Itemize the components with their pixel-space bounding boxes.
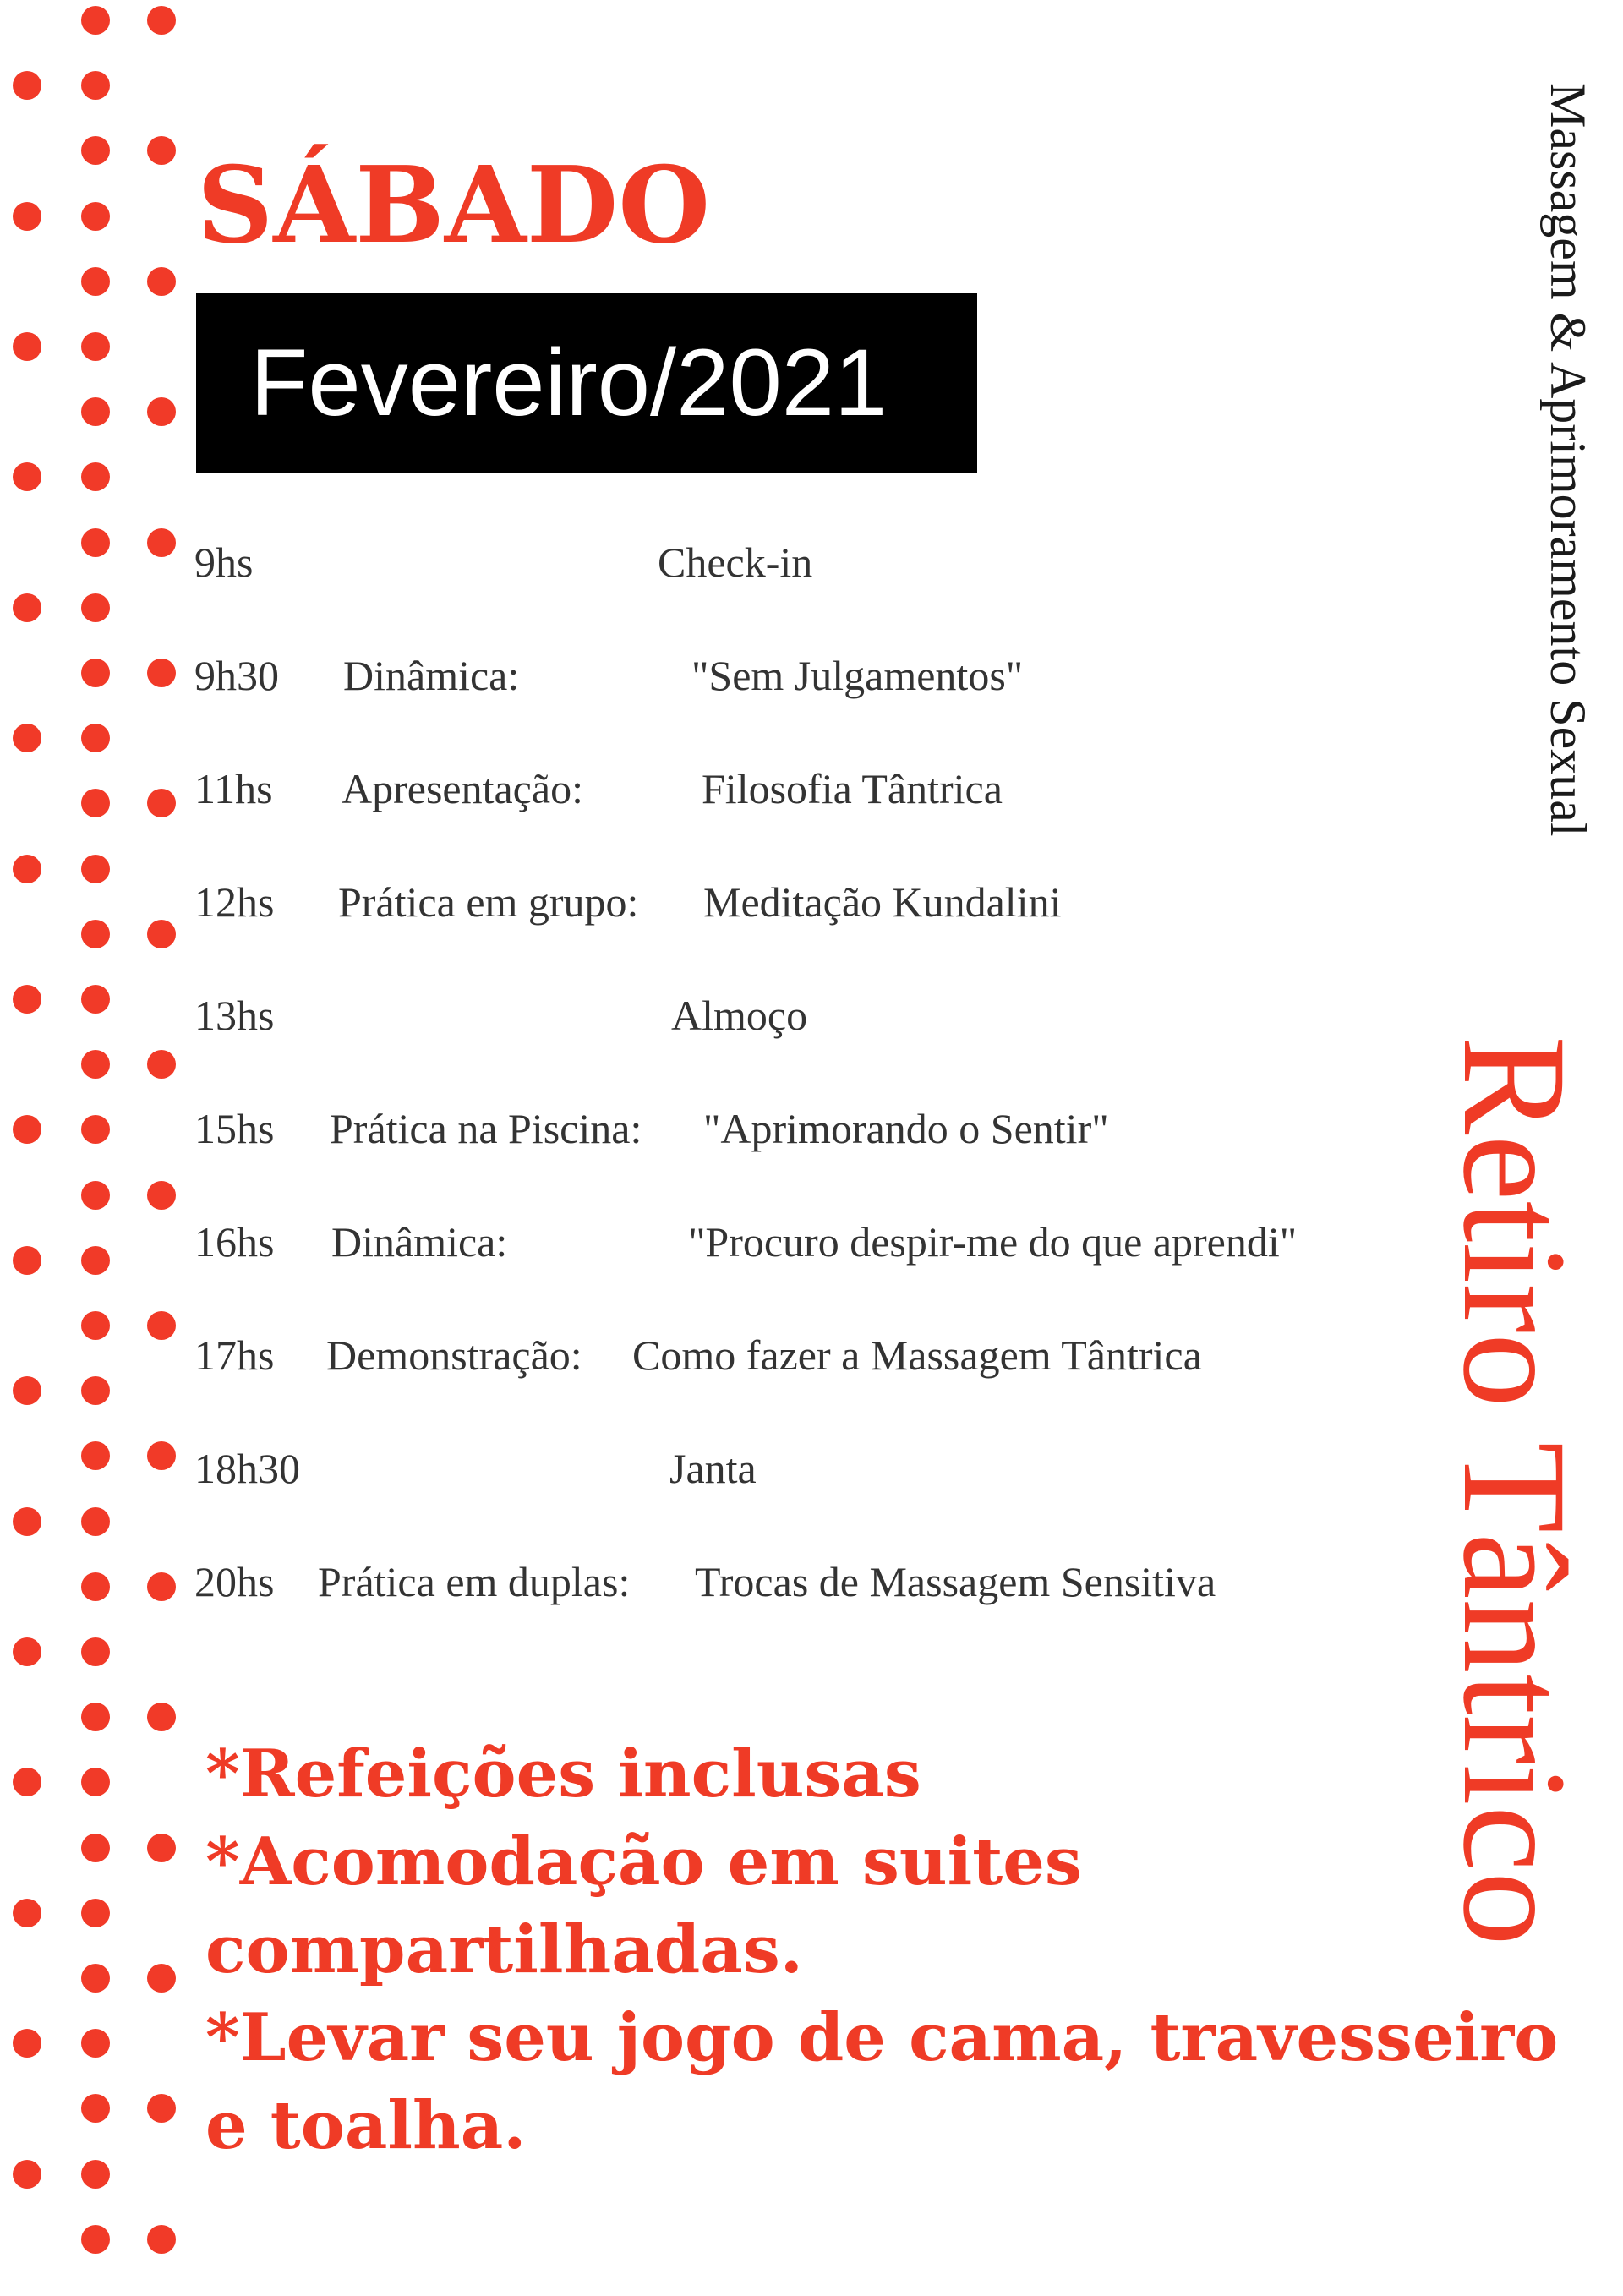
schedule-topic: Check-in bbox=[658, 538, 813, 586]
schedule-topic: "Sem Julgamentos" bbox=[691, 652, 1024, 699]
schedule-time: 12hs bbox=[194, 878, 275, 926]
schedule-time: 16hs bbox=[194, 1218, 275, 1266]
side-subtitle: Massagem & Aprimoramento Sexual bbox=[1540, 83, 1596, 837]
schedule-activity: Demonstração: bbox=[326, 1331, 582, 1379]
note-line: *Acomodação em suites bbox=[205, 1823, 1082, 1900]
schedule-activity: Prática na Piscina: bbox=[330, 1105, 642, 1152]
schedule-topic: Janta bbox=[669, 1445, 757, 1492]
note-line: *Refeições inclusas bbox=[205, 1736, 921, 1812]
note-line: e toalha. bbox=[205, 2087, 527, 2164]
schedule-time: 18h30 bbox=[194, 1445, 300, 1492]
schedule-activity: Prática em grupo: bbox=[338, 878, 639, 926]
schedule-activity: Apresentação: bbox=[342, 765, 583, 812]
note-line: compartilhadas. bbox=[205, 1911, 803, 1988]
schedule-topic: Filosofia Tântrica bbox=[702, 765, 1003, 812]
schedule-time: 9hs bbox=[194, 538, 254, 586]
schedule-activity: Prática em duplas: bbox=[318, 1558, 631, 1605]
schedule-activity: Dinâmica: bbox=[331, 1218, 508, 1266]
schedule-activity: Dinâmica: bbox=[343, 652, 520, 699]
schedule-time: 15hs bbox=[194, 1105, 275, 1152]
notes-block bbox=[205, 1730, 1559, 2170]
schedule-time: 11hs bbox=[194, 765, 273, 812]
schedule-time: 9h30 bbox=[194, 652, 279, 699]
schedule-time: 17hs bbox=[194, 1331, 275, 1379]
schedule-time: 13hs bbox=[194, 992, 275, 1039]
schedule-time: 20hs bbox=[194, 1558, 275, 1605]
schedule-topic: "Procuro despir-me do que aprendi" bbox=[688, 1218, 1298, 1266]
schedule-topic: Como fazer a Massagem Tântrica bbox=[632, 1331, 1202, 1379]
month-year-label: Fevereiro/2021 bbox=[250, 330, 888, 435]
schedule-topic: "Aprimorando o Sentir" bbox=[703, 1105, 1109, 1152]
day-title: SÁBADO bbox=[197, 144, 711, 267]
note-line: *Levar seu jogo de cama, travesseiro bbox=[205, 1999, 1559, 2076]
side-title: Retiro Tântrico bbox=[1432, 1036, 1597, 1946]
schedule-topic: Meditação Kundalini bbox=[703, 878, 1062, 926]
schedule-topic: Trocas de Massagem Sensitiva bbox=[695, 1558, 1216, 1605]
schedule-topic: Almoço bbox=[671, 992, 808, 1039]
